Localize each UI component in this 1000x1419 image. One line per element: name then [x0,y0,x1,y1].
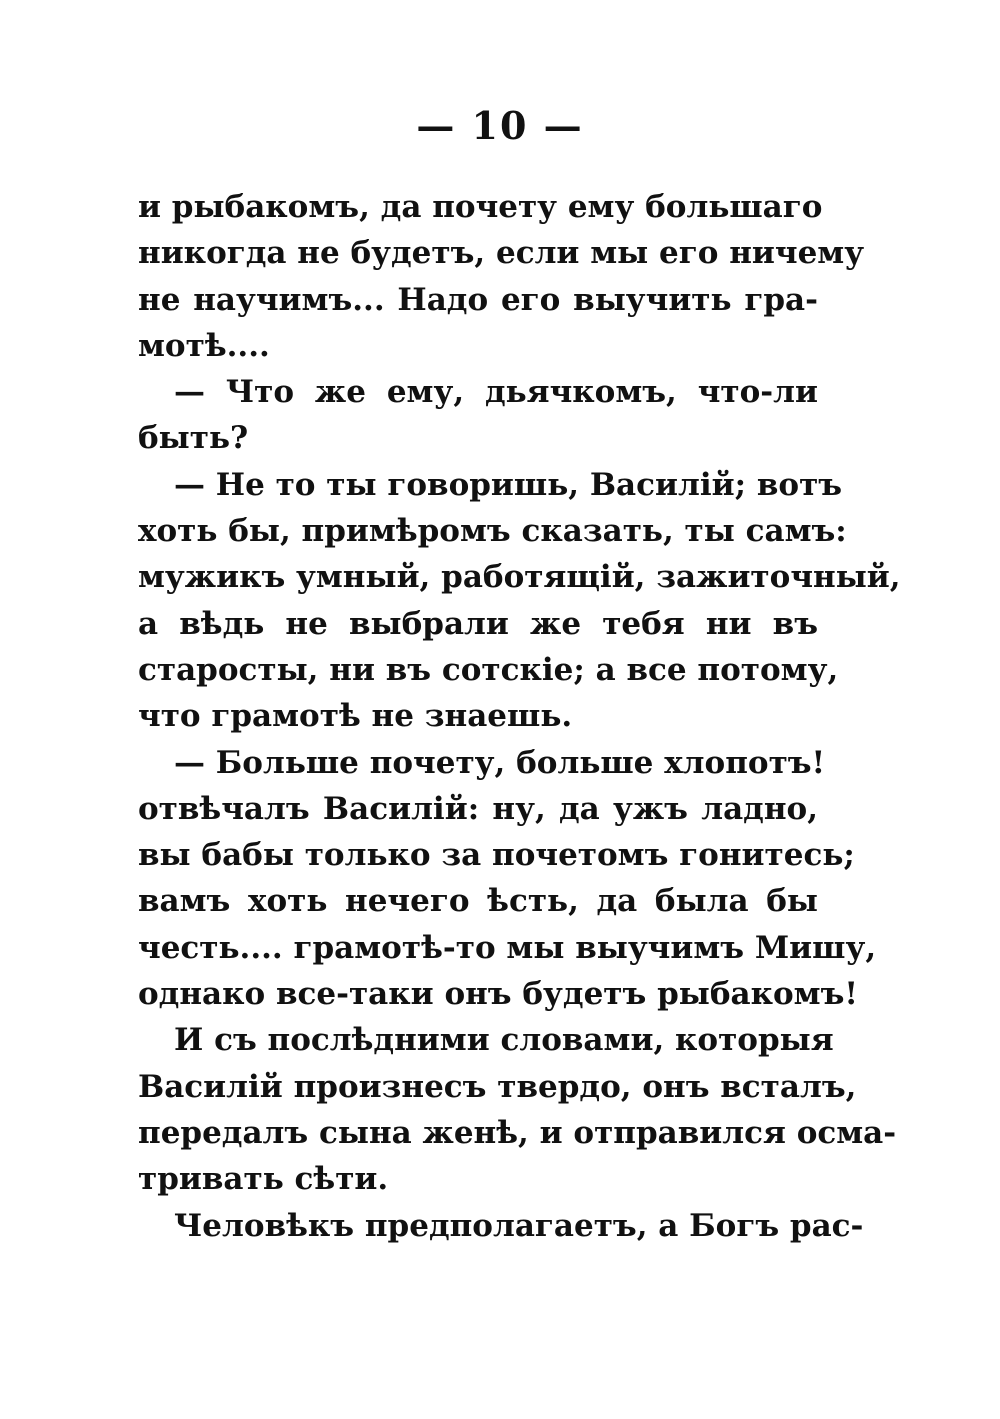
text-line: Василій произнесъ твердо, онъ всталъ, [138,1068,857,1105]
text-line: быть? [138,420,249,457]
text-line: мотѣ.... [138,327,270,364]
text-line: отвѣчалъ Василій: ну, да ужъ ладно, [138,790,818,827]
text-line: не научимъ... Надо его выучить гра- [138,281,818,318]
text-line: что грамотѣ не знаешь. [138,698,573,735]
text-line: передалъ сына женѣ, и отправился осма- [138,1114,897,1151]
text-line: — Больше почету, больше хлопотъ! [174,744,826,781]
text-line: однако все-таки онъ будетъ рыбакомъ! [138,976,858,1013]
page-number: — 10 — [416,103,584,148]
text-line: вамъ хоть нечего ѣсть, да была бы [138,883,818,920]
text-line: — Что же ему, дьячкомъ, что-ли [174,374,818,411]
text-line: Человѣкъ предполагаетъ, а Богъ рас- [174,1207,864,1244]
text-line: вы бабы только за почетомъ гонитесь; [138,837,855,874]
text-line: мужикъ умный, работящій, зажиточный, [138,559,901,596]
text-line: честь.... грамотѣ-то мы выучимъ Мишу, [138,929,877,966]
text-line: и рыбакомъ, да почету ему большаго [138,189,823,225]
text-line: никогда не будетъ, если мы его ничему [138,235,865,272]
page-body-text [138,184,901,1249]
text-line: И съ послѣдними словами, которыя [174,1022,834,1059]
text-line: хоть бы, примѣромъ сказать, ты самъ: [138,513,847,550]
text-line: тривать сѣти. [138,1161,389,1198]
text-line: старосты, ни въ сотскіе; а все потому, [138,651,839,688]
text-line: — Не то ты говоришь, Василій; вотъ [174,466,843,503]
text-line: а вѣдь не выбрали же тебя ни въ [138,605,818,642]
